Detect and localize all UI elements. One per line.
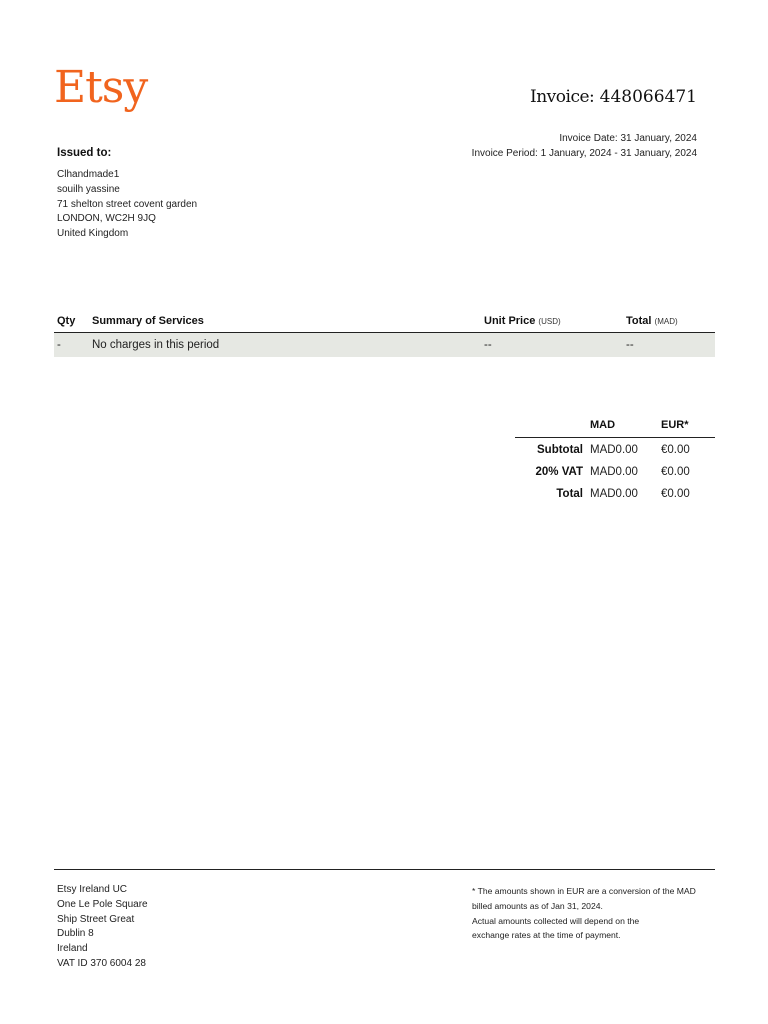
invoice-number: 448066471 bbox=[599, 87, 697, 107]
totals-row-vat bbox=[515, 460, 715, 482]
footer-company-address bbox=[57, 883, 148, 972]
company-line: Etsy Ireland UC bbox=[57, 884, 128, 895]
totals-mad-value: MAD0.00 bbox=[590, 466, 638, 478]
company-line: Ship Street Great bbox=[57, 913, 135, 925]
totals-row-total bbox=[515, 482, 715, 504]
table-row bbox=[54, 333, 715, 357]
note-line: exchange rates at the time of payment. bbox=[472, 930, 621, 941]
note-line: * The amounts shown in EUR are a conversion of the MAD bbox=[472, 886, 696, 896]
header-total-label: Total bbox=[626, 315, 652, 327]
header-unit-price bbox=[484, 315, 561, 327]
note-line: Actual amounts collected will depend on the bbox=[472, 915, 640, 926]
totals-label: 20% VAT bbox=[535, 466, 583, 478]
header-unit-price-label: Unit Price bbox=[484, 315, 536, 327]
totals-mad-value: MAD0.00 bbox=[590, 444, 638, 456]
row-unit-price: -- bbox=[484, 339, 492, 351]
totals-header bbox=[515, 416, 715, 438]
address-line: 71 shelton street covent garden bbox=[57, 198, 198, 210]
invoice-title-label: Invoice: bbox=[530, 87, 595, 107]
company-line: One Le Pole Square bbox=[57, 898, 148, 910]
totals-label: Subtotal bbox=[537, 444, 583, 456]
totals-row-subtotal bbox=[515, 438, 715, 460]
address-line: souilh yassine bbox=[57, 183, 120, 195]
etsy-logo: Etsy bbox=[54, 62, 148, 113]
totals-mad-value: MAD0.00 bbox=[590, 488, 638, 500]
address-line: United Kingdom bbox=[57, 228, 129, 240]
totals-eur-value: €0.00 bbox=[661, 466, 690, 478]
totals-header-eur: EUR* bbox=[661, 419, 689, 431]
footer-currency-note bbox=[472, 884, 722, 943]
totals-header-mad: MAD bbox=[590, 419, 616, 431]
company-line: VAT ID 370 6004 28 bbox=[57, 957, 146, 969]
row-summary: No charges in this period bbox=[92, 339, 220, 351]
address-line: Clhandmade1 bbox=[57, 169, 120, 180]
invoice-meta bbox=[472, 131, 697, 161]
header-qty: Qty bbox=[57, 315, 76, 327]
header-total bbox=[626, 315, 678, 327]
invoice-date: Invoice Date: 31 January, 2024 bbox=[559, 133, 697, 144]
totals-eur-value: €0.00 bbox=[661, 488, 690, 500]
footer-divider bbox=[54, 869, 715, 870]
invoice-period: Invoice Period: 1 January, 2024 - 31 January, 2024 bbox=[471, 148, 697, 159]
row-qty: - bbox=[57, 339, 61, 351]
totals-label: Total bbox=[556, 488, 583, 500]
services-table bbox=[54, 312, 715, 357]
totals-eur-value: €0.00 bbox=[661, 444, 690, 456]
note-line: billed amounts as of Jan 31, 2024. bbox=[472, 900, 603, 911]
totals-table bbox=[515, 416, 715, 504]
company-line: Ireland bbox=[57, 943, 88, 955]
row-total: -- bbox=[626, 339, 634, 351]
header-total-currency: (MAD) bbox=[654, 317, 678, 326]
address-line: LONDON, WC2H 9JQ bbox=[57, 213, 156, 225]
company-line: Dublin 8 bbox=[57, 928, 94, 940]
issued-to-address bbox=[57, 168, 197, 242]
services-table-header bbox=[54, 312, 715, 333]
header-summary: Summary of Services bbox=[92, 315, 204, 327]
header-unit-price-currency: (USD) bbox=[538, 317, 561, 326]
invoice-title bbox=[530, 85, 697, 109]
issued-to-heading: Issued to: bbox=[57, 147, 112, 159]
